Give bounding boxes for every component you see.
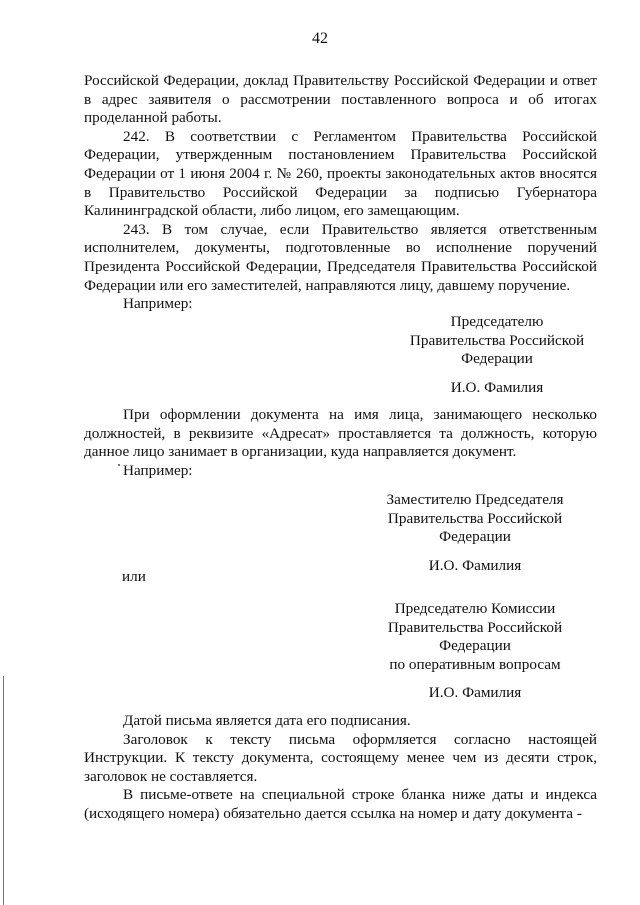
addressee-line: Правительства Российской: [387, 509, 563, 527]
scan-edge-line: [3, 676, 4, 905]
text-block-bottom: [84, 712, 597, 824]
paragraph-242: 242. В соответствии с Регламентом Правительства Российской Федерации, утвержденным постановлением Правительства Российской Федерации от 1 июня 2004 г. № 260, проекты законодательных актов вносятся в Правительство Российской Федерации за подписью Губернатора Калининградской области, либо лицом, его замещающим.: [84, 127, 597, 220]
scan-speck: [118, 464, 120, 466]
addressee-line: Федерации: [439, 528, 511, 546]
or-separator: или: [122, 568, 146, 585]
text-block-top: [84, 72, 597, 314]
addressee-line: Федерации: [439, 637, 511, 655]
paragraph-letter-date: Датой письма является дата его подписания.: [123, 712, 411, 729]
addressee-example-3: [362, 600, 588, 703]
addressee-line: Заместителю Председателя: [386, 491, 564, 508]
addressee-name: И.О. Фамилия: [428, 684, 522, 702]
page-number: 42: [312, 30, 328, 47]
text-block-middle: [84, 406, 597, 480]
example-label-1: Например:: [123, 295, 193, 313]
addressee-name: И.О. Фамилия: [428, 556, 522, 574]
paragraph-letter-heading: Заголовок к тексту письма оформляется согласно настоящей Инструкции. К тексту документа, состоящему менее чем из десяти строк, заголовок не составляется.: [84, 730, 597, 785]
addressee-line: по оперативным вопросам: [389, 655, 561, 673]
addressee-line: Председателю Комиссии: [394, 600, 556, 617]
addressee-line: Федерации: [461, 350, 533, 368]
paragraph-continuation: Российской Федерации, доклад Правительству Российской Федерации и ответ в адрес заявителя о рассмотрении поставленного вопроса и об итогах проделанной работы.: [84, 72, 597, 127]
example-label-2: Например:: [123, 461, 193, 479]
addressee-example-1: [395, 313, 599, 397]
addressee-line: Правительства Российской: [387, 618, 563, 636]
addressee-line: Председателю: [450, 313, 544, 330]
addressee-line: Правительства Российской: [409, 331, 585, 349]
paragraph-243: 243. В том случае, если Правительство является ответственным исполнителем, документы, подготовленные во исполнение поручений Президента Российской Федерации, Председателя Правительства Российской Федерации или его заместителей, направляются лицу, давшему поручение.: [84, 220, 597, 294]
paragraph-addressee-rule: При оформлении документа на имя лица, занимающего несколько должностей, в реквизите «Адресат» проставляется та должность, которую данное лицо занимает в организации, куда направляется документ.: [84, 406, 597, 461]
addressee-name: И.О. Фамилия: [450, 378, 544, 396]
addressee-example-2: [365, 491, 585, 575]
paragraph-reply-reference: В письме-ответе на специальной строке бланка ниже даты и индекса (исходящего номера) обязательно дается ссылка на номер и дату документа -: [84, 786, 597, 822]
